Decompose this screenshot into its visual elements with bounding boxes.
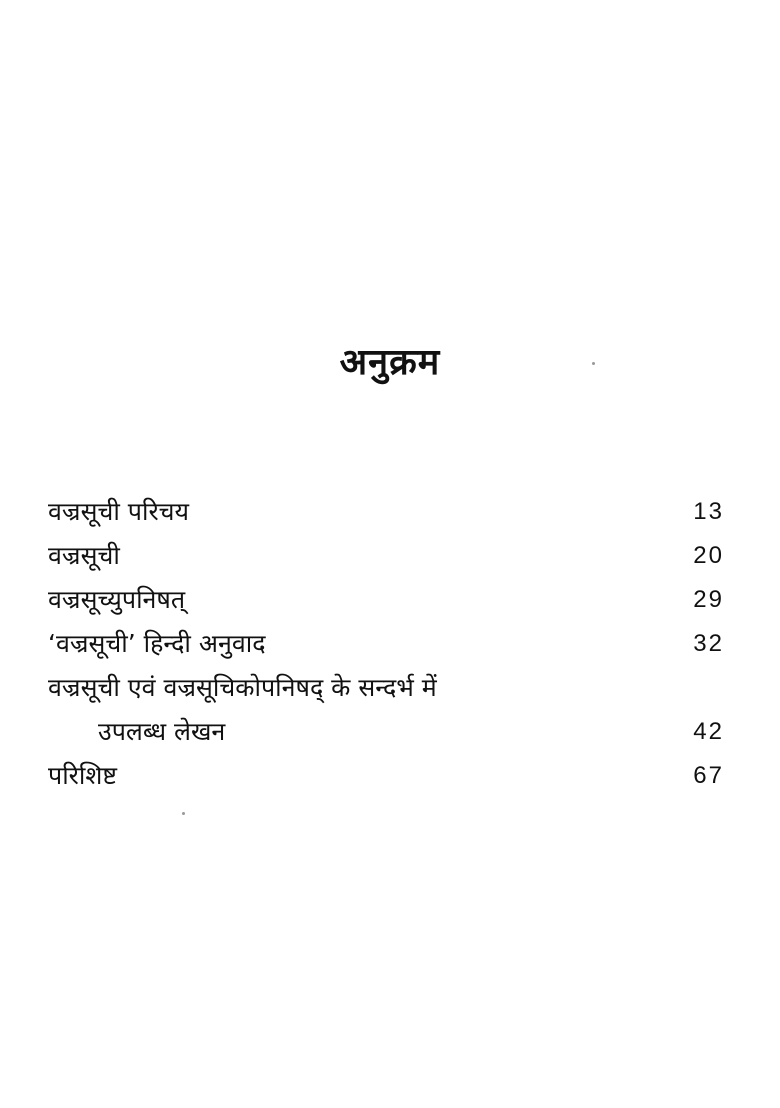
toc-entry	[48, 668, 724, 712]
page-title: अनुक्रम	[339, 342, 441, 383]
toc-entry-page-number: 67	[693, 762, 724, 789]
toc-entry	[48, 624, 724, 668]
toc-entry-label: वज्रसूची एवं वज्रसूचिकोपनिषद् के सन्दर्भ में	[48, 673, 437, 702]
paper-speck	[182, 812, 185, 815]
toc-entry	[48, 492, 724, 536]
toc-entry-page-number: 32	[693, 630, 724, 657]
toc-entry-continuation	[48, 712, 724, 756]
toc-entry	[48, 756, 724, 800]
toc-entry-label: वज्रसूची परिचय	[48, 497, 190, 526]
toc-entry-page-number: 29	[693, 586, 724, 613]
toc-entry-label: परिशिष्ट	[48, 761, 117, 790]
toc-entry-label: वज्रसूच्युपनिषत्	[48, 585, 186, 614]
table-of-contents	[48, 492, 724, 800]
toc-entry-label: उपलब्ध लेखन	[98, 717, 226, 746]
toc-entry-label: ‘वज्रसूची’ हिन्दी अनुवाद	[48, 629, 266, 658]
toc-entry-label: वज्रसूची	[48, 541, 120, 570]
toc-entry-page-number: 13	[693, 498, 724, 525]
toc-entry	[48, 536, 724, 580]
toc-entry	[48, 580, 724, 624]
paper-speck	[592, 362, 595, 365]
toc-entry-page-number: 20	[693, 542, 724, 569]
toc-entry-page-number: 42	[693, 718, 724, 745]
